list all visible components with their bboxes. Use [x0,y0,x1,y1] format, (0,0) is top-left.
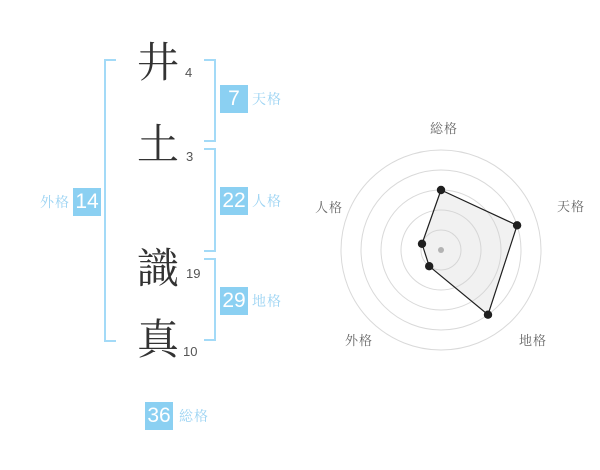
jinkaku-value-badge: 22 [220,187,248,215]
stroke-count-1: 4 [185,65,193,80]
radar-data-point [484,311,492,319]
chikaku-value-badge: 29 [220,287,248,315]
radar-axis-label: 外格 [344,333,374,348]
gaikaku-value-badge: 14 [73,188,101,216]
jinkaku-bracket [204,148,216,252]
stroke-count-4: 10 [183,344,198,359]
tenkaku-bracket [204,59,216,142]
chikaku-bracket [204,258,216,341]
name-char-1: 井 [136,39,179,86]
gaikaku-label: 外格 [40,194,70,210]
tenkaku-value-badge: 7 [220,85,248,113]
fortune-radar-chart [300,110,600,370]
radar-axis-label: 人格 [314,200,344,215]
soukaku-label: 総格 [179,408,209,424]
radar-data-point [418,240,426,248]
tenkaku-label: 天格 [252,91,282,107]
stroke-count-3: 19 [186,266,201,281]
radar-data-point [437,186,445,194]
soukaku-value-badge: 36 [145,402,173,430]
name-char-3: 識 [136,245,179,292]
radar-axis-label: 総格 [429,121,459,136]
radar-axis-label: 天格 [556,199,586,214]
stroke-count-2: 3 [186,149,194,164]
jinkaku-label: 人格 [252,193,282,209]
radar-value-polygon [422,190,517,315]
radar-axis-label: 地格 [518,333,548,348]
name-char-2: 土 [136,121,179,168]
radar-data-point [513,221,521,229]
gaikaku-bracket [104,59,116,342]
radar-center-dot [438,247,444,253]
name-char-4: 真 [136,316,179,363]
radar-data-point [425,262,433,270]
chikaku-label: 地格 [252,293,282,309]
